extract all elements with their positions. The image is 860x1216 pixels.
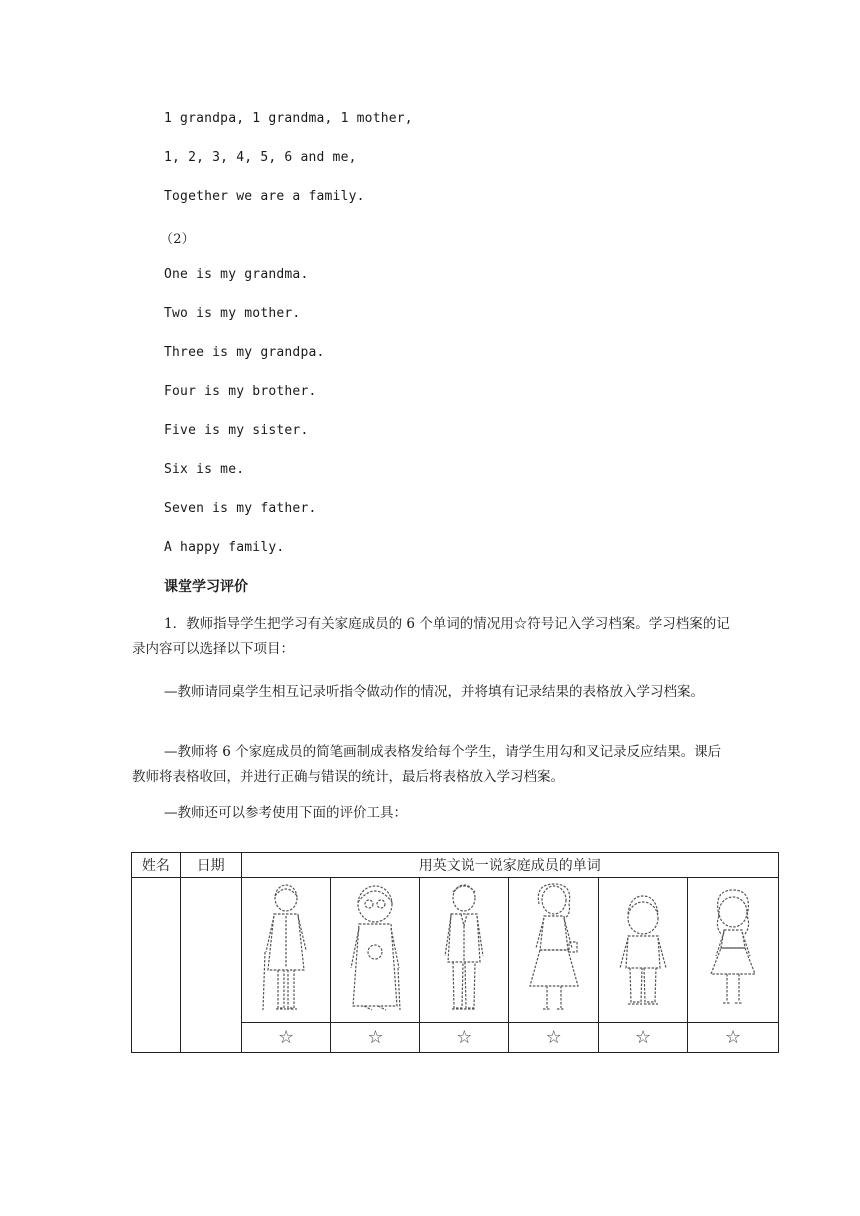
poem2-line-4: Four is my brother. [164, 384, 317, 399]
evaluation-paragraph-1: 1．教师指导学生把学习有关家庭成员的 6 个单词的情况用☆符号记入学习档案。学习档案的记录内容可以选择以下项目： [132, 616, 730, 657]
grandma-star[interactable]: ☆ [331, 1023, 420, 1053]
girl-figure-cell [688, 878, 779, 1023]
evaluation-heading: 课堂学习评价 [164, 579, 248, 595]
poem2-line-6: Six is me. [164, 462, 245, 477]
girl-star[interactable]: ☆ [688, 1023, 779, 1053]
grandpa-star[interactable]: ☆ [241, 1023, 331, 1053]
girl-figure [698, 882, 768, 1018]
date-cell[interactable] [180, 878, 241, 1053]
name-cell[interactable] [132, 878, 181, 1053]
poem1-line-3: Together we are a family. [164, 189, 365, 204]
father-figure-cell [420, 878, 509, 1023]
father-star[interactable]: ☆ [420, 1023, 509, 1053]
mother-figure-cell [509, 878, 599, 1023]
poem1-line-1: 1 grandpa, 1 grandma, 1 mother, [164, 111, 413, 126]
mother-figure [519, 882, 589, 1018]
header-date: 日期 [180, 853, 241, 878]
poem2-line-5: Five is my sister. [164, 423, 309, 438]
evaluation-paragraph-4: —教师还可以参考使用下面的评价工具： [164, 805, 407, 821]
poem2-line-2: Two is my mother. [164, 306, 301, 321]
mother-star[interactable]: ☆ [509, 1023, 599, 1053]
poem2-line-8: A happy family. [164, 540, 285, 555]
poem2-line-3: Three is my grandpa. [164, 345, 325, 360]
grandpa-figure [251, 882, 321, 1018]
grandma-figure [340, 882, 410, 1018]
grandma-figure-cell [331, 878, 420, 1023]
boy-figure-cell [599, 878, 688, 1023]
header-title: 用英文说一说家庭成员的单词 [241, 853, 778, 878]
poem2-line-1: One is my grandma. [164, 267, 309, 282]
evaluation-paragraph-2: —教师请同桌学生相互记录听指令做动作的情况，并将填有记录结果的表格放入学习档案。 [164, 684, 704, 700]
boy-star[interactable]: ☆ [599, 1023, 688, 1053]
evaluation-table [131, 852, 779, 1053]
evaluation-paragraph-3: —教师将 6 个家庭成员的简笔画制成表格发给每个学生，请学生用勾和叉记录反应结果。课后教师将表格收回，并进行正确与错误的统计，最后将表格放入学习档案。 [132, 744, 722, 785]
section-marker: （2） [160, 232, 195, 247]
father-figure [429, 882, 499, 1018]
boy-figure [608, 882, 678, 1018]
header-name: 姓名 [132, 853, 181, 878]
poem1-line-2: 1, 2, 3, 4, 5, 6 and me, [164, 150, 357, 165]
grandpa-figure-cell [241, 878, 331, 1023]
poem2-line-7: Seven is my father. [164, 501, 317, 516]
